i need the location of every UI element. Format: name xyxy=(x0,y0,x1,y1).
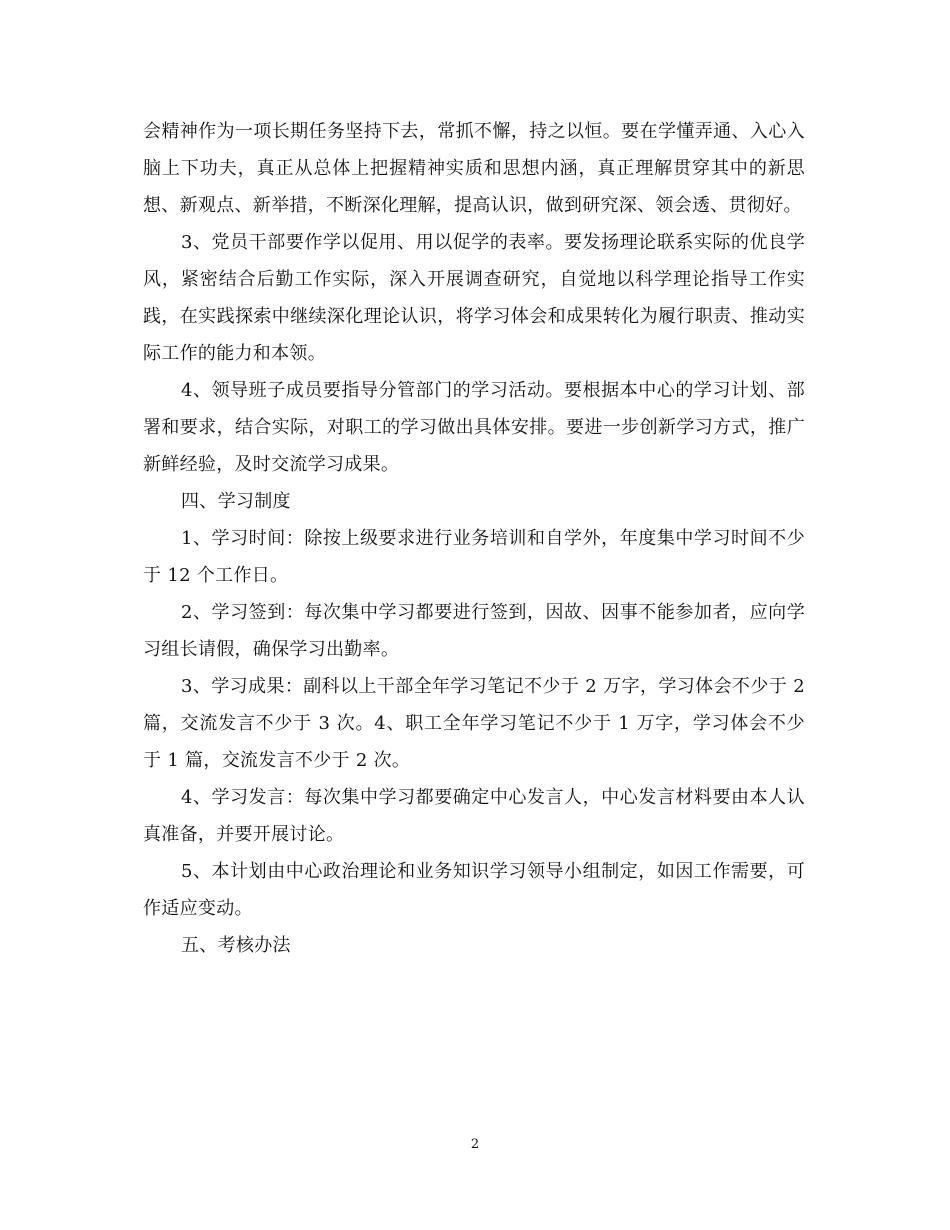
document-body xyxy=(143,113,805,964)
page-number: 2 xyxy=(470,1137,480,1152)
section-heading-study-system: 四、学习制度 xyxy=(181,491,291,512)
section-heading-assessment: 五、考核办法 xyxy=(181,935,291,956)
paragraph-study-speech: 4、学习发言：每次集中学习都要确定中心发言人，中心发言材料要由本人认真准备，并要开展讨论。 xyxy=(143,787,805,845)
paragraph-item-4: 4、领导班子成员要指导分管部门的学习活动。要根据本中心的学习计划、部署和要求，结合实际，对职工的学习做出具体安排。要进一步创新学习方式，推广新鲜经验，及时交流学习成果。 xyxy=(143,380,805,475)
paragraph-plan-note: 5、本计划由中心政治理论和业务知识学习领导小组制定，如因工作需要，可作适应变动。 xyxy=(143,861,805,919)
paragraph-study-time: 1、学习时间：除按上级要求进行业务培训和自学外，年度集中学习时间不少于 12 个工作日。 xyxy=(143,528,805,586)
paragraph-item-3: 3、党员干部要作学以促用、用以促学的表率。要发扬理论联系实际的优良学风，紧密结合后勤工作实际，深入开展调查研究，自觉地以科学理论指导工作实践，在实践探索中继续深化理论认识，将学习体会和成果转化为履行职责、推动实际工作的能力和本领。 xyxy=(143,232,805,364)
paragraph-study-sign-in: 2、学习签到：每次集中学习都要进行签到，因故、因事不能参加者，应向学习组长请假，确保学习出勤率。 xyxy=(143,602,805,660)
paragraph-continuation: 会精神作为一项长期任务坚持下去，常抓不懈，持之以恒。要在学懂弄通、入心入脑上下功夫，真正从总体上把握精神实质和思想内涵，真正理解贯穿其中的新思想、新观点、新举措，不断深化理解，提高认识，做到研究深、领会透、贯彻好。 xyxy=(143,121,805,216)
paragraph-study-results: 3、学习成果：副科以上干部全年学习笔记不少于 2 万字，学习体会不少于 2 篇，交流发言不少于 3 次。4、职工全年学习笔记不少于 1 万字，学习体会不少于 1 篇，交流发言不少于 2 次。 xyxy=(143,676,805,771)
